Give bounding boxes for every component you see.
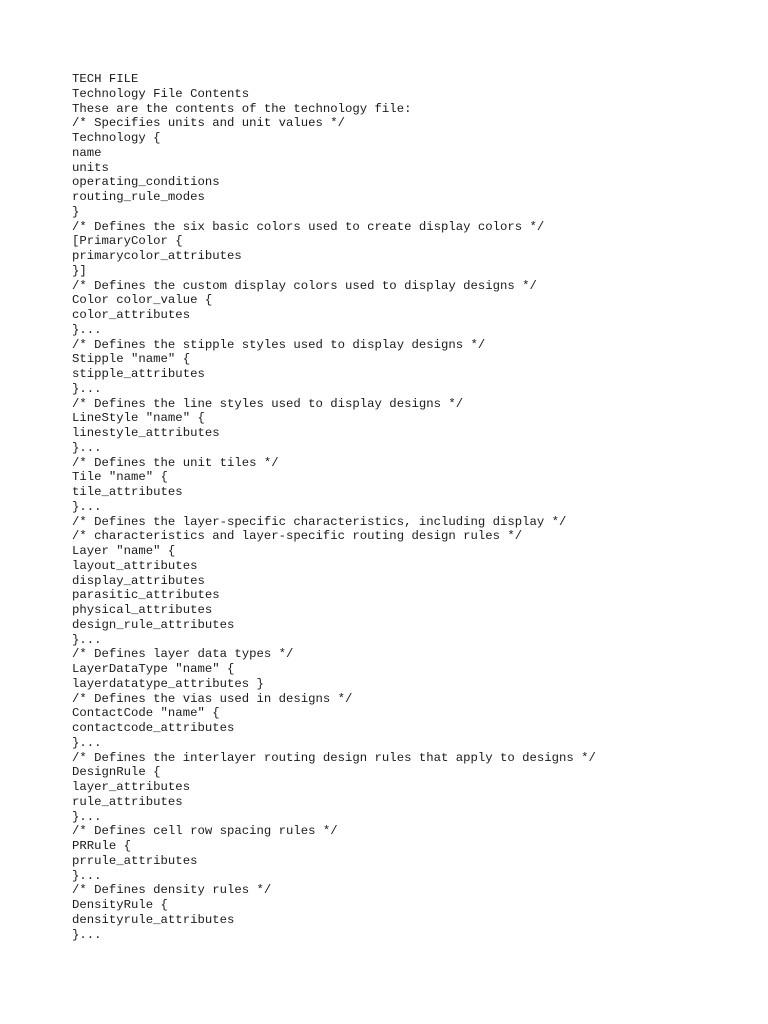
document-line: name: [72, 145, 102, 160]
document-line: /* Defines the stipple styles used to display designs */: [72, 337, 486, 352]
document-line: display_attributes: [72, 573, 205, 588]
document-line: }...: [72, 632, 102, 647]
document-line: [PrimaryColor {: [72, 234, 183, 249]
document-line: Stipple "name" {: [72, 352, 191, 367]
document-line: tile_attributes: [72, 485, 183, 499]
document-line: /* Defines the custom display colors used to display designs */: [72, 278, 537, 293]
document-line: }...: [72, 322, 102, 337]
document-line: primarycolor_attributes: [72, 249, 242, 263]
document-line: }...: [72, 927, 102, 942]
document-line: /* Defines the vias used in designs */: [72, 691, 353, 706]
document-body: [72, 72, 752, 942]
document-line: units: [72, 160, 109, 175]
document-line: prrule_attributes: [72, 853, 198, 868]
document-line: /* Defines the line styles used to display designs */: [72, 396, 464, 411]
document-line: DensityRule {: [72, 898, 168, 912]
document-line: physical_attributes: [72, 603, 213, 617]
document-line: Tile "name" {: [72, 470, 168, 485]
document-line: LineStyle "name" {: [72, 411, 205, 426]
document-line: Technology {: [72, 131, 161, 145]
document-line: linestyle_attributes: [72, 426, 220, 440]
document-line: layout_attributes: [72, 558, 198, 573]
document-line: /* Defines the six basic colors used to create display colors */: [72, 219, 545, 234]
document-line: /* Defines the interlayer routing design rules that apply to designs */: [72, 750, 596, 765]
document-line: /* Defines the unit tiles */: [72, 455, 279, 470]
document-line: design_rule_attributes: [72, 617, 235, 632]
document-line: }...: [72, 381, 102, 396]
document-line: PRRule {: [72, 839, 132, 853]
document-line: DesignRule {: [72, 765, 161, 780]
document-line: stipple_attributes: [72, 367, 205, 381]
document-line: rule_attributes: [72, 794, 183, 809]
document-line: /* Specifies units and unit values */: [72, 116, 346, 131]
document-line: /* characteristics and layer-specific routing design rules */: [72, 529, 523, 544]
document-line: parasitic_attributes: [72, 588, 220, 603]
document-line: /* Defines the layer-specific characteristics, including display */: [72, 514, 567, 529]
document-line: densityrule_attributes: [72, 912, 235, 927]
document-line: }...: [72, 868, 102, 883]
document-line: }]: [72, 263, 87, 278]
document-line: }...: [72, 499, 102, 514]
document-line: color_attributes: [72, 308, 191, 322]
document-line: contactcode_attributes: [72, 721, 235, 735]
document-line: }...: [72, 809, 102, 824]
document-line: layer_attributes: [72, 780, 191, 794]
document-line: ContactCode "name" {: [72, 706, 220, 721]
document-line: LayerDataType "name" {: [72, 662, 235, 676]
document-subtitle: Technology File Contents: [72, 86, 250, 101]
document-line: routing_rule_modes: [72, 190, 205, 204]
document-line: These are the contents of the technology file:: [72, 101, 412, 116]
document-line: /* Defines layer data types */: [72, 647, 294, 662]
document-line: Color color_value {: [72, 293, 213, 308]
document-line: /* Defines cell row spacing rules */: [72, 824, 338, 839]
document-line: }...: [72, 735, 102, 750]
document-line: /* Defines density rules */: [72, 883, 272, 898]
document-title: TECH FILE: [72, 72, 139, 86]
document-line: }: [72, 204, 80, 219]
document-line: }...: [72, 440, 102, 455]
document-line: layerdatatype_attributes }: [72, 676, 264, 691]
document-line: Layer "name" {: [72, 544, 176, 558]
document-line: operating_conditions: [72, 175, 220, 190]
